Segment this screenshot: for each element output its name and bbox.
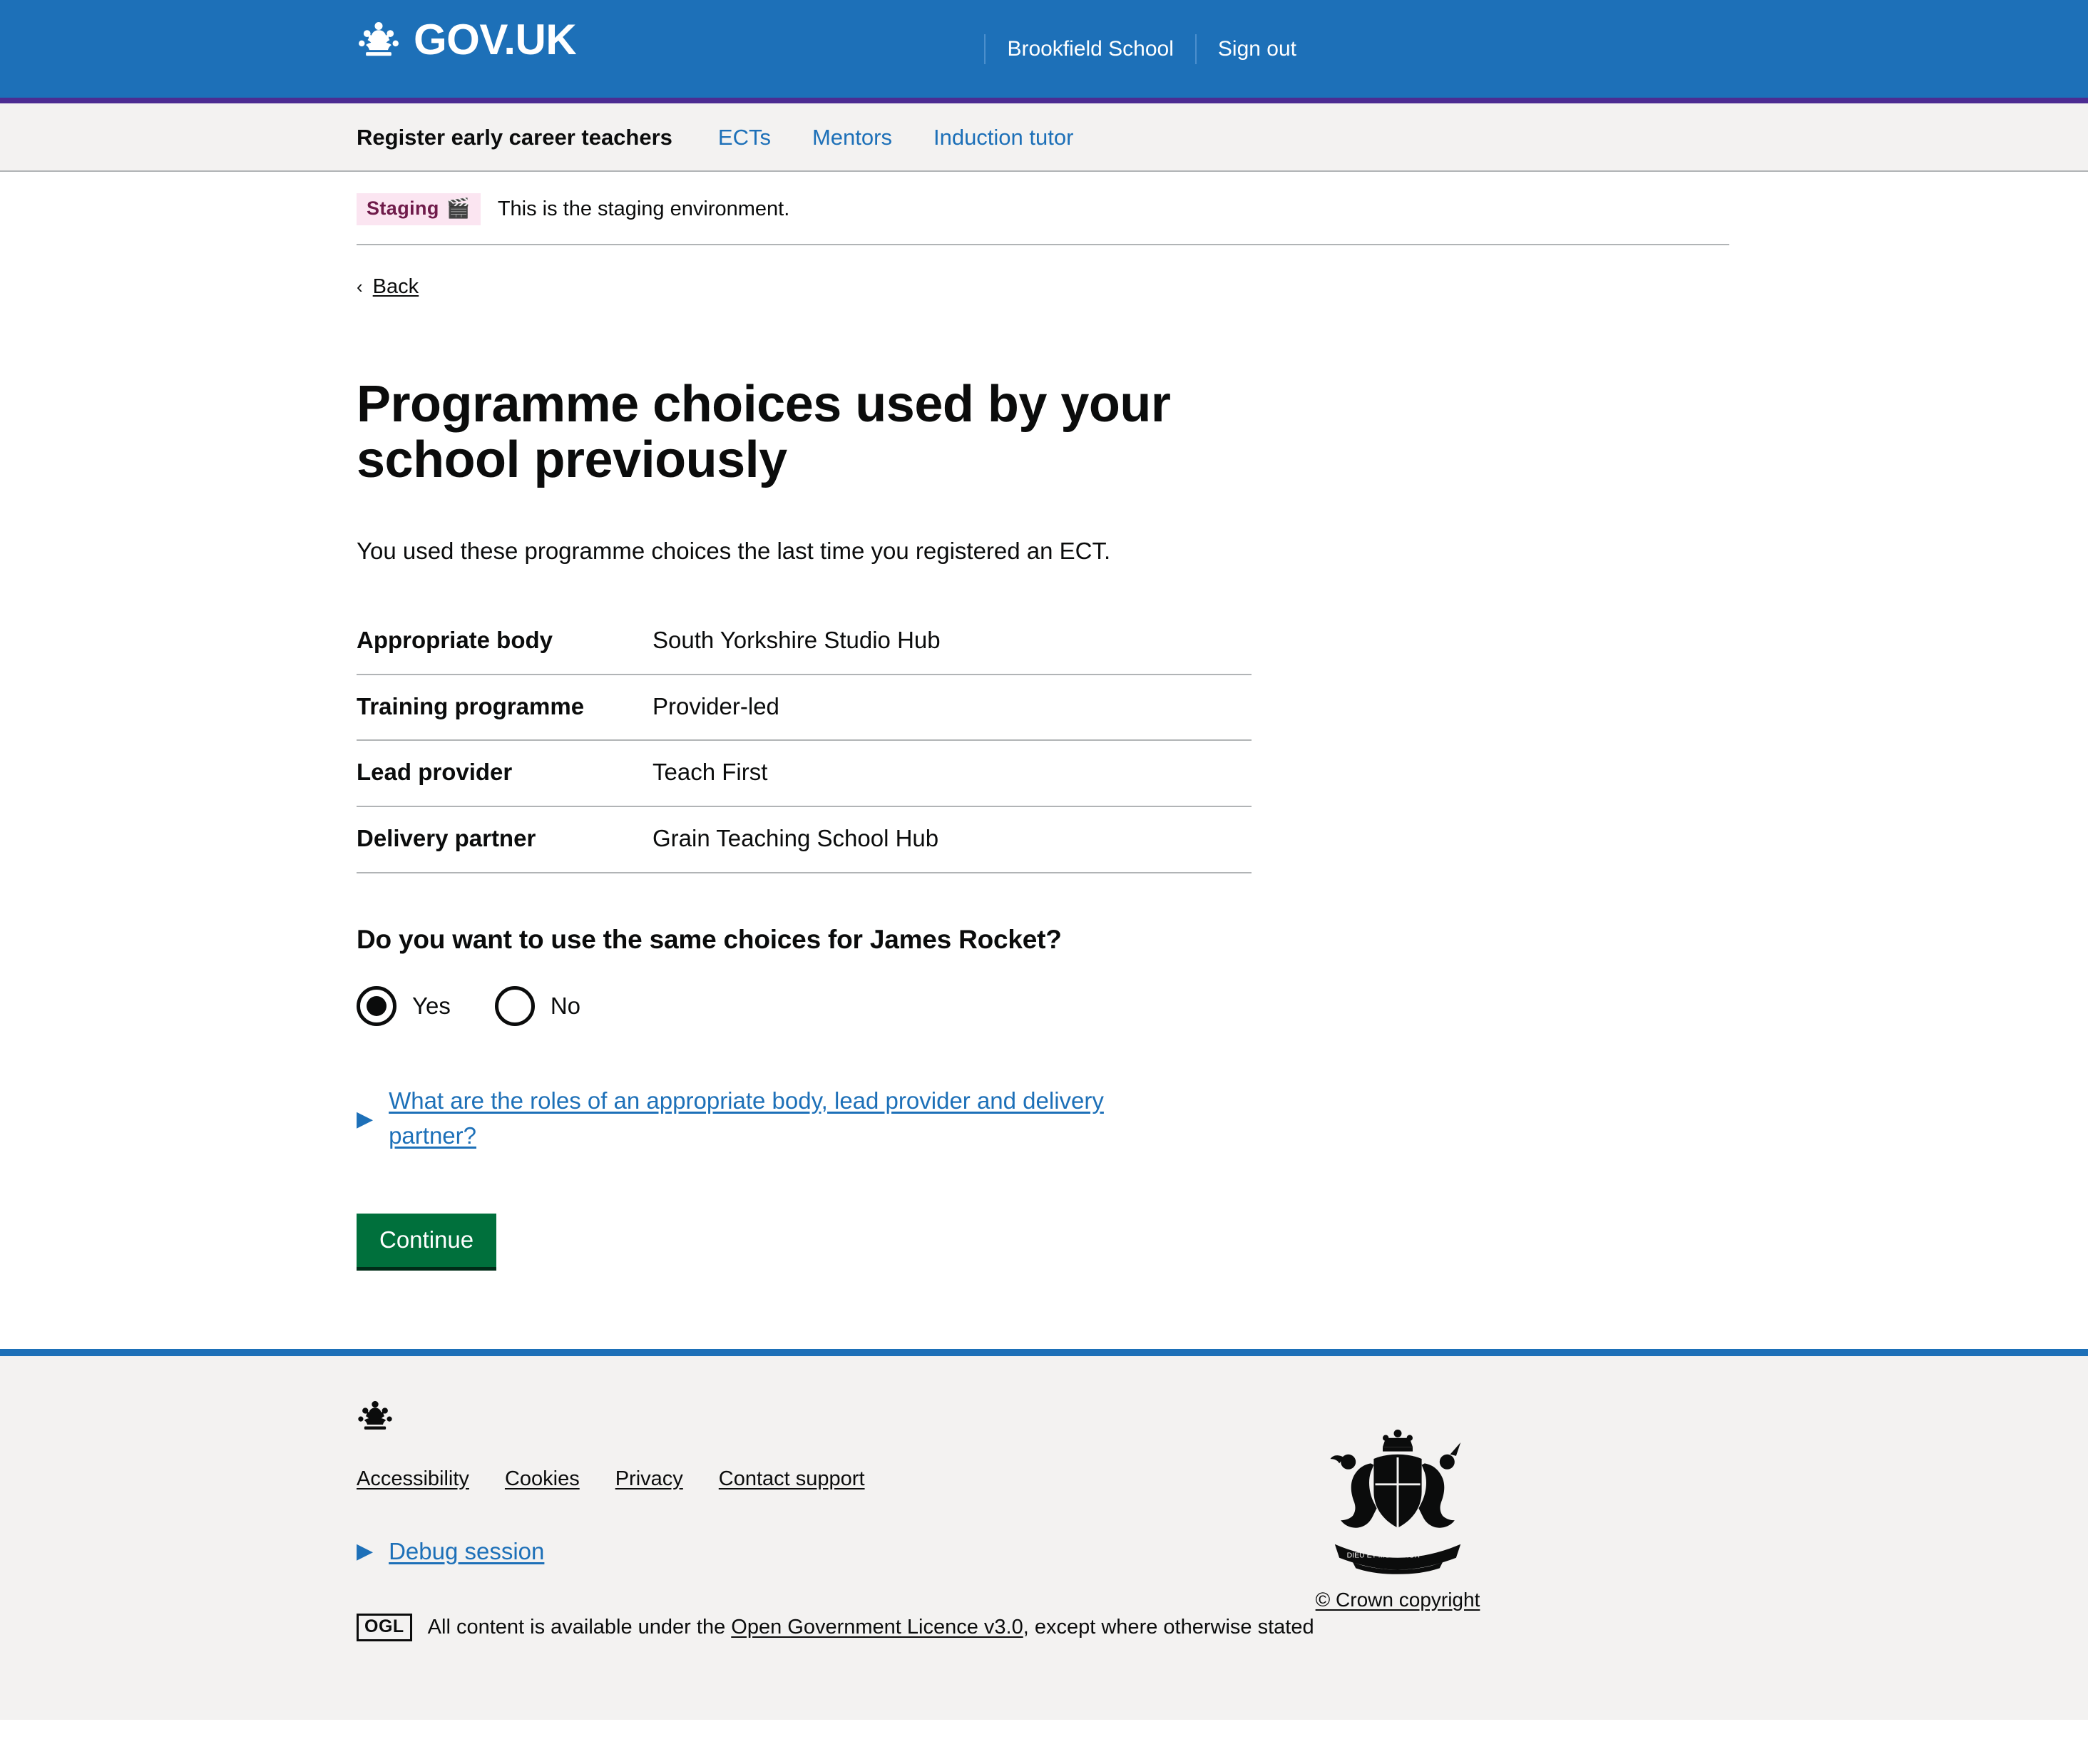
- crown-icon: [357, 1400, 1754, 1432]
- staging-tag-label: Staging: [367, 198, 439, 219]
- purple-accent-rule: [0, 98, 2088, 103]
- footer-link-contact-support[interactable]: Contact support: [718, 1467, 865, 1490]
- radio-option-no[interactable]: [495, 986, 580, 1026]
- question-label: Do you want to use the same choices for James Rocket?: [357, 924, 1062, 954]
- summary-row: [357, 741, 1252, 807]
- summary-key-appropriate-body: Appropriate body: [357, 627, 553, 654]
- triangle-right-icon: ▶: [357, 1539, 374, 1563]
- nav-item-induction-tutor[interactable]: Induction tutor: [933, 125, 1074, 150]
- radio-label-yes: Yes: [412, 993, 451, 1020]
- back-link[interactable]: [357, 275, 419, 299]
- summary-key-delivery-partner: Delivery partner: [357, 824, 536, 851]
- header-divider-1: [984, 34, 986, 64]
- triangle-right-icon: ▶: [357, 1107, 374, 1131]
- radio-input-yes[interactable]: [357, 986, 396, 1026]
- header-divider-2: [1195, 34, 1197, 64]
- radio-group-use-same-choices: [357, 986, 1731, 1026]
- programme-choices-summary-list: [357, 609, 1252, 873]
- details-debug-session[interactable]: [357, 1538, 1754, 1565]
- page-footer: [0, 1349, 2088, 1721]
- page-title: Programme choices used by your school previously: [357, 376, 1171, 488]
- licence-row: [357, 1614, 1754, 1642]
- back-link-label: Back: [372, 275, 419, 298]
- radio-option-yes[interactable]: [357, 986, 451, 1026]
- licence-text: [428, 1616, 1314, 1639]
- licence-suffix: , except where otherwise stated: [1023, 1615, 1314, 1639]
- sign-out-link[interactable]: Sign out: [1217, 37, 1296, 61]
- continue-button[interactable]: Continue: [357, 1214, 496, 1271]
- status-badge: [357, 193, 481, 225]
- staging-banner-message: This is the staging environment.: [497, 198, 790, 220]
- summary-value-lead-provider: Teach First: [652, 759, 768, 786]
- main-content: [0, 172, 2088, 1349]
- radio-label-no: No: [550, 993, 581, 1020]
- summary-value-delivery-partner: Grain Teaching School Hub: [652, 824, 939, 851]
- radio-input-no[interactable]: [495, 986, 535, 1026]
- back-link-row: [357, 245, 1731, 299]
- ogl-badge: OGL: [357, 1614, 412, 1642]
- summary-key-lead-provider: Lead provider: [357, 759, 513, 786]
- debug-session-label[interactable]: Debug session: [389, 1537, 545, 1564]
- staging-banner: [357, 172, 1729, 245]
- footer-links: [357, 1467, 1754, 1491]
- licence-prefix: All content is available under the: [427, 1615, 732, 1639]
- service-navigation: [0, 103, 2088, 172]
- details-roles-explainer[interactable]: [357, 1083, 1262, 1154]
- svg-text:DIEU ET MON DROIT: DIEU ET MON DROIT: [1346, 1551, 1421, 1560]
- page-intro-text: You used these programme choices the last time you registered an ECT.: [357, 537, 1111, 564]
- royal-coat-of-arms-icon: [1305, 1427, 1490, 1577]
- service-name-link[interactable]: Register early career teachers: [357, 125, 672, 150]
- details-summary-label[interactable]: What are the roles of an appropriate body, lead provider and delivery partner?: [389, 1087, 1104, 1149]
- govuk-header: [0, 0, 2088, 98]
- summary-value-training-programme: Provider-led: [652, 692, 779, 719]
- crown-icon: [357, 21, 401, 58]
- summary-value-appropriate-body: South Yorkshire Studio Hub: [652, 627, 941, 654]
- summary-row: [357, 675, 1252, 742]
- nav-item-ects[interactable]: ECTs: [717, 125, 771, 150]
- summary-row: [357, 807, 1252, 873]
- govuk-logo-link[interactable]: [357, 16, 577, 63]
- footer-link-cookies[interactable]: Cookies: [504, 1467, 580, 1490]
- header-account-area: [963, 34, 1296, 64]
- govuk-logo-text: GOV.UK: [414, 16, 577, 63]
- nav-item-mentors[interactable]: Mentors: [812, 125, 892, 150]
- footer-link-privacy[interactable]: Privacy: [615, 1467, 683, 1490]
- summary-row: [357, 609, 1252, 675]
- open-government-licence-link[interactable]: Open Government Licence v3.0: [731, 1615, 1023, 1639]
- crown-copyright-link[interactable]: © Crown copyright: [1315, 1588, 1480, 1611]
- organisation-name-link[interactable]: Brookfield School: [1007, 37, 1174, 61]
- summary-key-training-programme: Training programme: [357, 692, 585, 719]
- clapperboard-icon: 🎬: [446, 198, 471, 219]
- chevron-left-icon: ‹: [357, 275, 363, 297]
- crown-copyright-block: [1305, 1427, 1490, 1611]
- footer-link-accessibility[interactable]: Accessibility: [357, 1467, 469, 1490]
